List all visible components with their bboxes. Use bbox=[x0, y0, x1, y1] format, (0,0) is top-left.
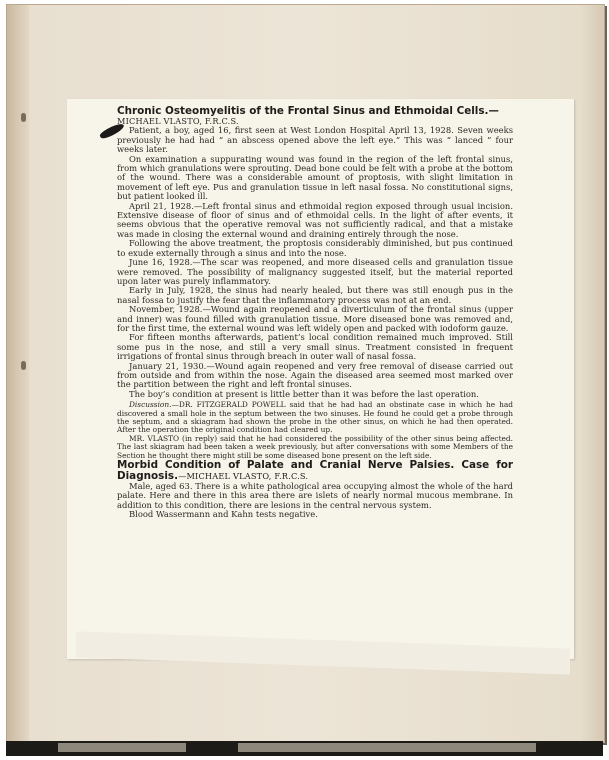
article1-discussion bbox=[117, 401, 513, 460]
paragraph: April 21, 1928.—Left frontal sinus and ethmoidal region exposed through usual incision. Extensive disease of floor of sinus and of ethmoidal cells. In the light of after events, it seems obvious that the operative removal was not sufficiently radical, and that a mistake was made in closing the external wound and draining entirely through the nose. bbox=[117, 200, 513, 239]
discussion-paragraph bbox=[117, 435, 513, 460]
article1-title: Chronic Osteomyelitis of the Frontal Sinus and Ethmoidal Cells.— bbox=[117, 105, 499, 117]
paragraph: Following the above treatment, the proptosis considerably diminished, but pus continued to exude externally through a sinus and into the nose. bbox=[117, 238, 513, 258]
paragraph: Male, aged 63. There is a white pathological area occupying almost the whole of the hard palate. Here and there in this area there are islets of nearly normal mucous membrane. In addition to this condition, there are lesions in the central nervous system. bbox=[117, 481, 513, 510]
paragraph: Patient, a boy, aged 16, first seen at West London Hospital April 13, 1928. Seven weeks previously he had had “ an abscess opened above the left eye.” This was “ lanced ” four weeks later. bbox=[117, 125, 513, 155]
paragraph: January 21, 1930.—Wound again reopened and very free removal of disease carried out from outside and from within the nose. Again the diseased area seemed most marked over the partition between the right and left frontal sinuses. bbox=[117, 360, 513, 390]
binding-hole bbox=[21, 113, 26, 122]
clipping-text bbox=[117, 106, 513, 520]
article1-body bbox=[117, 126, 513, 399]
article2-author: —MICHAEL VLASTO, F.R.C.S. bbox=[178, 471, 309, 482]
discussion-paragraph bbox=[117, 401, 513, 435]
article2-title: Morbid Condition of Palate and Cranial Nerve Palsies. Case for Diagnosis.—MICHAEL VLASTO, F.R.C.S. bbox=[117, 459, 513, 483]
discussion-text: —DR. FITZGERALD POWELL said that he had had an obstinate case in which he had discovered a small hole in the septum between the two sinuses. He found he could get a probe through the septum, and a skiagram had shown the probe in the other sinus, on which he had then operated. After the operation the original condition had cleared up. bbox=[117, 400, 513, 435]
bottom-binding-strip bbox=[6, 741, 603, 756]
tape-remnant bbox=[58, 743, 186, 752]
article2-body bbox=[117, 482, 513, 520]
paragraph: Early in July, 1928, the sinus had nearly healed, but there was still enough pus in the nasal fossa to justify the fear that the inflammatory process was not at an end. bbox=[117, 285, 513, 305]
paragraph: November, 1928.—Wound again reopened and a diverticulum of the frontal sinus (upper and inner) was found filled with granulation tissue. More diseased bone was removed and, for the first time, the external wound was left widely open and packed with iodoform gauze. bbox=[117, 304, 513, 333]
tape-remnant bbox=[238, 743, 536, 752]
discussion-label: Discussion. bbox=[129, 400, 172, 410]
paragraph: For fifteen months afterwards, patient’s local condition remained much improved. Still some pus in the nose, and still a very small sinus. Treatment consisted in frequent irrigations of frontal sinus through breach in outer wall of nasal fossa. bbox=[117, 332, 513, 362]
article1-author: MICHAEL VLASTO, F.R.C.S. bbox=[117, 116, 239, 126]
paragraph: Blood Wassermann and Kahn tests negative. bbox=[129, 509, 318, 520]
discussion-text: MR. VLASTO (in reply) said that he had considered the possibility of the other sinus being affected. The last skiagram had been taken a week previously, but after conversations with some Members of the Section he thought there might still be some diseased bone present on the left side. bbox=[117, 433, 513, 460]
paragraph: June 16, 1928.—The scar was reopened, and more diseased cells and granulation tissue were removed. The possibility of malignancy suggested itself, but the material reported upon later was purely inflammatory. bbox=[117, 257, 513, 286]
paragraph: On examination a suppurating wound was found in the region of the left frontal sinus, from which granulations were sprouting. Dead bone could be felt with a probe at the bottom of the wound. There was a considerable amount of proptosis, with slight limitation in movement of left eye. Pus and granulation tissue in left nasal fossa. No constitutional signs, but patient looked ill. bbox=[117, 153, 513, 202]
paragraph: The boy’s condition at present is little better than it was before the last operation. bbox=[129, 388, 479, 399]
binding-hole bbox=[21, 361, 26, 370]
